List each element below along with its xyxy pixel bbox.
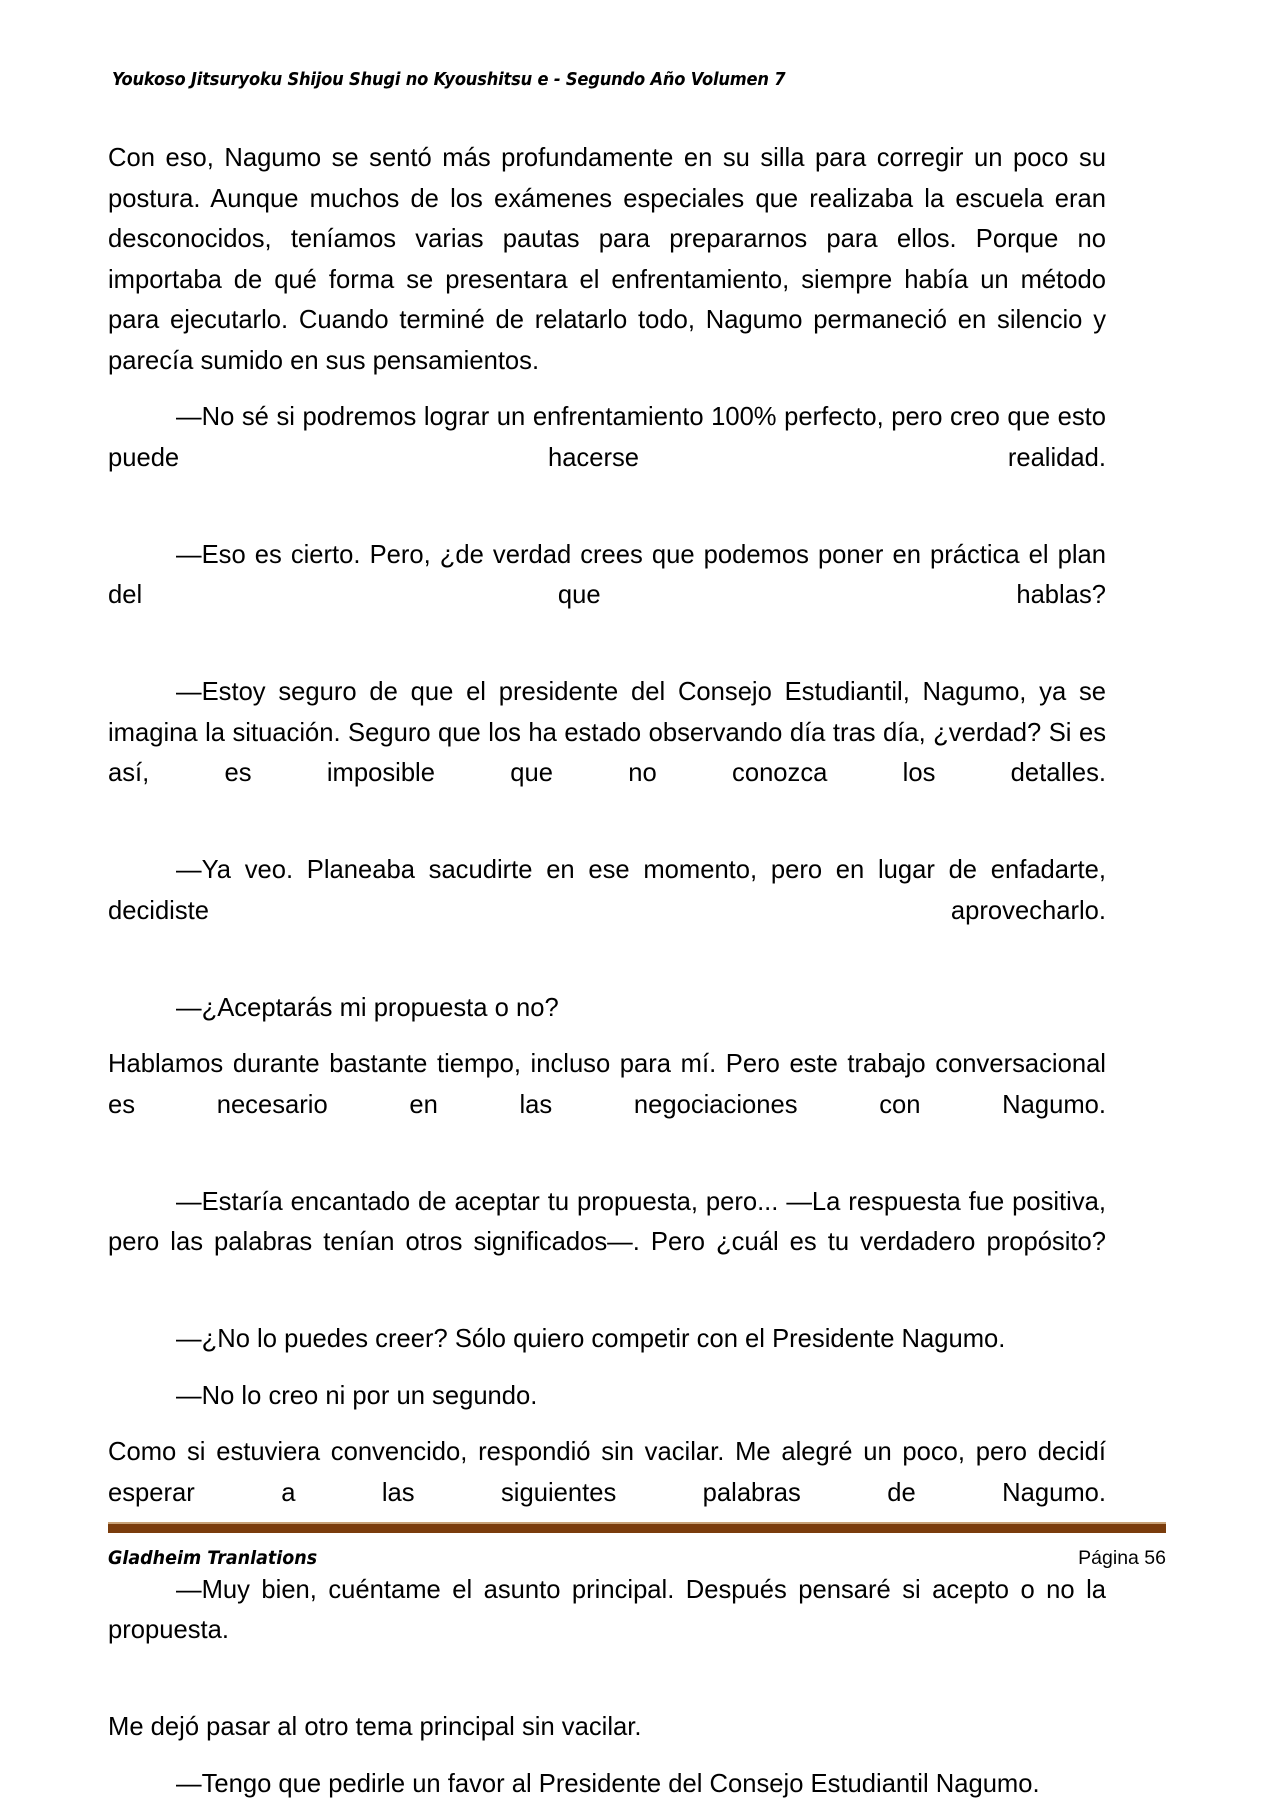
translation-credit: Gladheim Tranlations bbox=[108, 1547, 318, 1569]
footer-row bbox=[108, 1547, 1166, 1570]
paragraph-dialogue: —Estoy seguro de que el presidente del Consejo Estudiantil, Nagumo, ya se imagina la situación. Seguro que los ha estado observando día tras día, ¿verdad? Si es así, es imposible que no conozca los detalles. bbox=[108, 678, 1106, 787]
page-footer bbox=[108, 1522, 1166, 1570]
paragraph-dialogue: —Ya veo. Planeaba sacudirte en ese momento, pero en lugar de enfadarte, decidiste aprovecharlo. bbox=[108, 856, 1106, 925]
paragraph-narration: Con eso, Nagumo se sentó más profundamente en su silla para corregir un poco su postura. Aunque muchos de los exámenes especiales que realizaba la escuela eran desconocidos, teníamos varias pautas para prepararnos para ellos. Porque no importaba de qué forma se presentara el enfrentamiento, siempre había un método para ejecutarlo. Cuando terminé de relatarlo todo, Nagumo permaneció en silencio y parecía sumido en sus pensamientos. bbox=[108, 144, 1106, 375]
paragraph-dialogue: —¿Aceptarás mi propuesta o no? bbox=[176, 993, 559, 1022]
paragraph-dialogue: —Tengo que pedirle un favor al Presidente del Consejo Estudiantil Nagumo. bbox=[176, 1769, 1040, 1798]
paragraph-dialogue: —Muy bien, cuéntame el asunto principal. Después pensaré si acepto o no la propuesta. bbox=[108, 1575, 1106, 1644]
paragraph-narration: Me dejó pasar al otro tema principal sin vacilar. bbox=[108, 1713, 642, 1741]
page-header bbox=[112, 70, 1162, 90]
paragraph-dialogue: —No sé si podremos lograr un enfrentamiento 100% perfecto, pero creo que esto puede hacerse realidad. bbox=[108, 403, 1106, 472]
paragraph-dialogue: —Estaría encantado de aceptar tu propuesta, pero... —La respuesta fue positiva, pero las palabras tenían otros significados—. Pero ¿cuál es tu verdadero propósito? bbox=[108, 1187, 1106, 1256]
paragraph-dialogue: —¿No lo puedes creer? Sólo quiero competir con el Presidente Nagumo. bbox=[176, 1325, 1006, 1353]
paragraph-dialogue: —Eso es cierto. Pero, ¿de verdad crees que podemos poner en práctica el plan del que hablas? bbox=[108, 540, 1106, 609]
paragraph-narration: Como si estuviera convencido, respondió sin vacilar. Me alegré un poco, pero decidí esperar a las siguientes palabras de Nagumo. bbox=[108, 1438, 1106, 1507]
footer-divider-rule bbox=[108, 1522, 1166, 1533]
paragraph-narration: Hablamos durante bastante tiempo, incluso para mí. Pero este trabajo conversacional es necesario en las negociaciones con Nagumo. bbox=[108, 1050, 1106, 1119]
book-title-header: Youkoso Jitsuryoku Shijou Shugi no Kyoushitsu e - Segundo Año Volumen 7 bbox=[112, 70, 786, 90]
page-number: Página 56 bbox=[1078, 1547, 1166, 1569]
paragraph-dialogue: —No lo creo ni por un segundo. bbox=[176, 1381, 538, 1410]
